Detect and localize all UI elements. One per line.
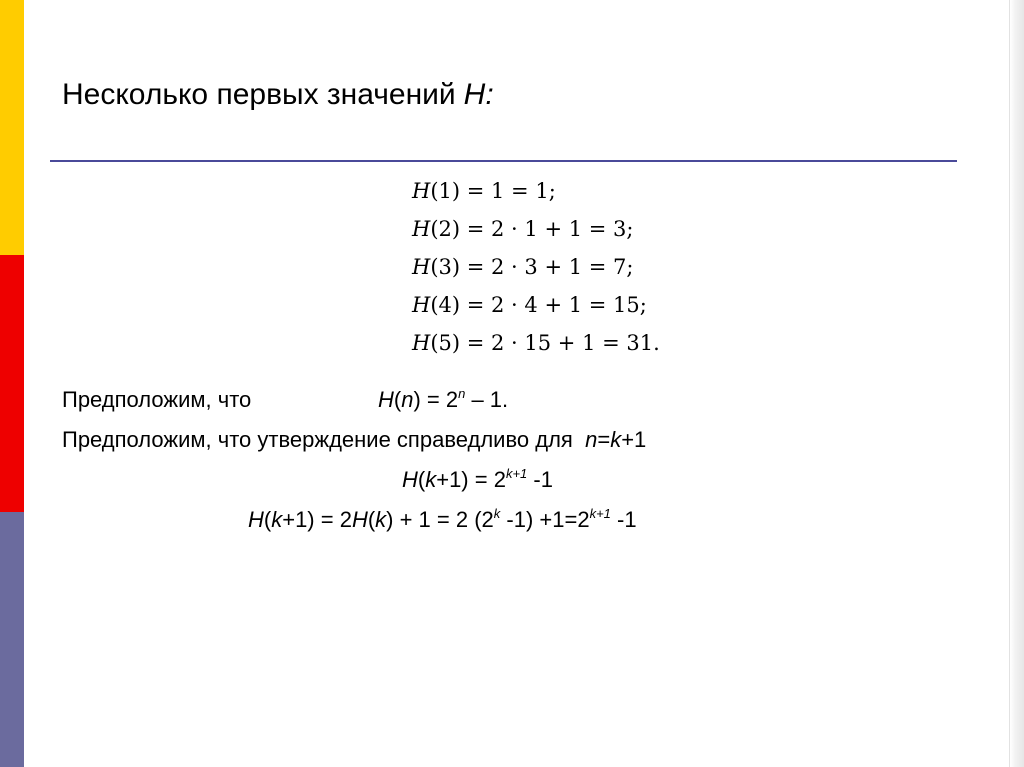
slide-title [62,78,494,112]
sidebar-accent [0,0,24,767]
accent-bar-red [0,255,24,512]
title-variable: H: [463,78,494,111]
hypothesis-text: Предположим, что [62,387,252,412]
value-equation: H(2) = 2 · 1 + 1 = 3; [412,217,634,241]
proof-formula: H(k+1) = 2H(k) + 1 = 2 (2$^k$ $-1) +1=2^{k+1}$ -1 [248,506,637,532]
slide-edge-shadow [1009,0,1024,767]
induction-step-text: Предположим, что утверждение справедливо для n=k+1 [62,427,647,452]
title-divider [50,160,957,162]
values-list [412,172,660,362]
value-equation: H(3) = 2 · 3 + 1 = 7; [412,255,634,279]
hypothesis-formula: $H(n) = 2^n - 1$. [378,386,509,412]
accent-bar-yellow [0,0,24,255]
value-equation: H(5) = 2 · 15 + 1 = 31. [412,331,660,355]
title-text: Несколько первых значений [62,78,456,111]
accent-bar-purple [0,512,24,767]
step-formula: $H(k+1) = 2^{k+1}$ -1 [402,466,553,492]
value-equation: H(4) = 2 · 4 + 1 = 15; [412,293,647,317]
value-equation: H(1) = 1 = 1; [412,179,556,203]
